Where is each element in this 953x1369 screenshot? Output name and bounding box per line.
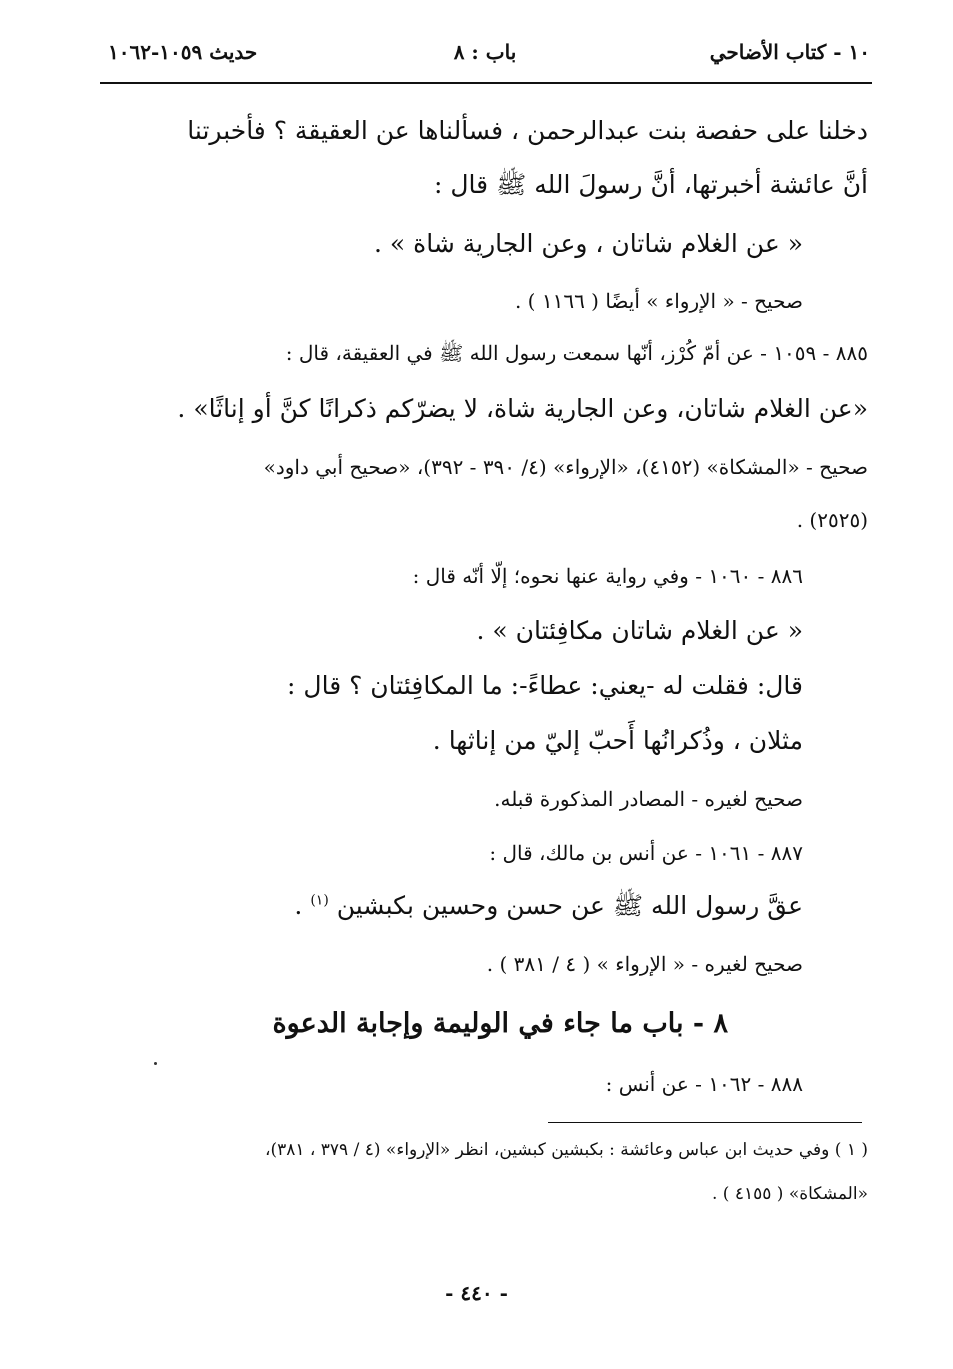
grading-line: صحيح لغيره - « الإرواء » ( ٤ / ٣٨١ ) .	[486, 952, 803, 976]
section-heading: ٨ - باب ما جاء في الوليمة وإجابة الدعوة	[272, 1008, 728, 1039]
text-line: «عن الغلام شاتان، وعن الجارية شاة، لا يضرّكم ذكرانًا كنَّ أو إناثًا» .	[177, 394, 868, 423]
header-book-title: ١٠ - كتاب الأضاحي	[709, 40, 870, 64]
hadith-number-line: ٨٨٨ - ١٠٦٢ - عن أنس :	[605, 1072, 803, 1096]
line-end-period: .	[294, 891, 303, 920]
text-line	[294, 893, 803, 918]
text-line: « عن الغلام شاتان ، وعن الجارية شاة » .	[373, 229, 803, 258]
footnote-rule	[548, 1122, 862, 1123]
hadith-number-line: ٨٨٥ - ١٠٥٩ - عن أمّ كُرْز، أنّها سمعت رسول الله ﷺ في العقيقة، قال :	[285, 341, 868, 365]
grading-line: صحيح - « الإرواء » أيضًا ( ١١٦٦ ) .	[514, 289, 803, 313]
text-line: « عن الغلام شاتان مكافِئتان » .	[476, 616, 803, 645]
grading-line: صحيح - «المشكاة» (٤١٥٢)، «الإرواء» (٤/ ٣٩٠ - ٣٩٢)، «صحيح أبي داود»	[263, 455, 868, 479]
text-line: مثلان ، وذُكرانُها أَحبّ إليّ من إناثها .	[432, 726, 803, 755]
footnote-line: «المشكاة» ( ٤١٥٥ ) .	[712, 1184, 868, 1204]
text-line: أنَّ عائشة أخبرتها، أنَّ رسولَ الله ﷺ قال :	[434, 170, 868, 199]
page-number: - ٤٤٠ -	[445, 1281, 508, 1305]
footnote-line: ( ١ ) وفي حديث ابن عباس وعائشة : بكبشين كبشين، انظر «الإرواء» (٤ / ٣٧٩ ، ٣٨١)،	[264, 1140, 868, 1160]
grading-line: صحيح لغيره - المصادر المذكورة قبله.	[494, 787, 803, 811]
footnote-marker: (١)	[310, 892, 329, 909]
stray-mark	[154, 1062, 157, 1065]
running-header	[100, 34, 870, 74]
header-chapter: باب : ٨	[453, 40, 517, 64]
header-hadith-range: حديث ١٠٥٩-١٠٦٢	[108, 40, 258, 64]
text-line-main: عقَّ رسول الله ﷺ عن حسن وحسين بكبشين	[336, 891, 803, 920]
hadith-number-line: ٨٨٦ - ١٠٦٠ - وفي رواية عنها نحوه؛ إلّا أنّه قال :	[412, 564, 803, 588]
grading-line-continued: (٢٥٢٥) .	[796, 508, 868, 532]
text-line: دخلنا على حفصة بنت عبدالرحمن ، فسألناها عن العقيقة ؟ فأخبرتنا	[187, 116, 868, 145]
text-line: قال: فقلت له -يعني: عطاءً-: ما المكافِئتان ؟ قال :	[287, 671, 803, 700]
hadith-number-line: ٨٨٧ - ١٠٦١ - عن أنس بن مالك، قال :	[489, 841, 803, 865]
header-rule	[100, 82, 872, 84]
